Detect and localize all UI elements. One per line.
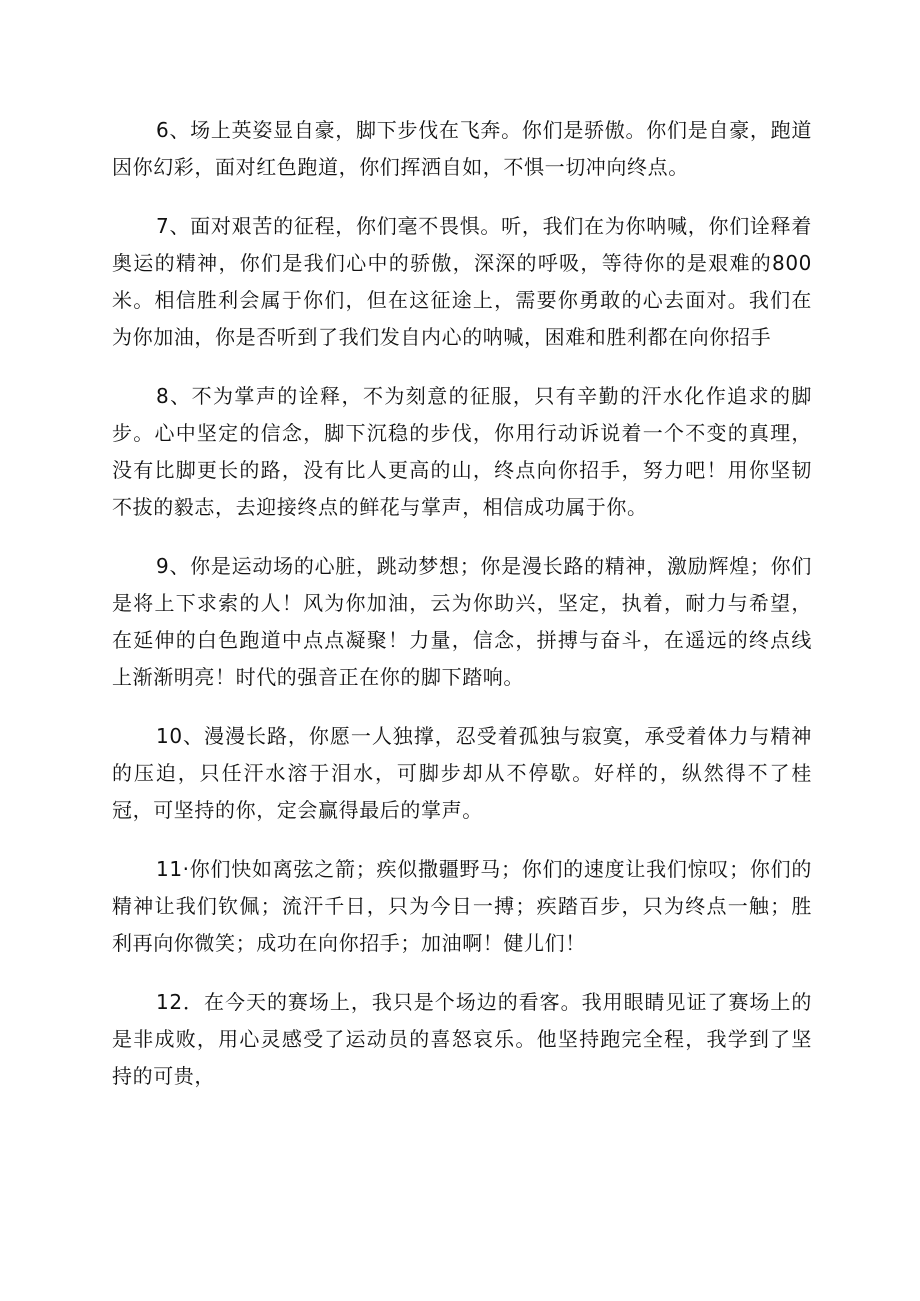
paragraph-6: 6、场上英姿显自豪，脚下步伐在飞奔。你们是骄傲。你们是自豪，跑道因你幻彩，面对红色跑道，你们挥洒自如，不惧一切冲向终点。 — [112, 118, 812, 179]
paragraph-10: 10、漫漫长路，你愿一人独撑，忍受着孤独与寂寞，承受着体力与精神的压迫，只任汗水溶于泪水，可脚步却从不停歇。好样的，纵然得不了桂冠，可坚持的你，定会赢得最后的掌声。 — [112, 724, 812, 822]
document-page — [112, 112, 812, 1117]
paragraph-9: 9、你是运动场的心脏，跳动梦想；你是漫长路的精神，激励辉煌；你们是将上下求索的人！风为你加油，云为你助兴，坚定，执着，耐力与希望，在延伸的白色跑道中点点凝聚！力量，信念，拼搏与奋斗，在遥远的终点线上渐渐明亮！时代的强音正在你的脚下踏响。 — [112, 554, 812, 689]
paragraph-12: 12．在今天的赛场上，我只是个场边的看客。我用眼睛见证了赛场上的是非成败，用心灵感受了运动员的喜怒哀乐。他坚持跑完全程，我学到了坚持的可贵， — [112, 990, 812, 1088]
paragraph-7: 7、面对艰苦的征程，你们毫不畏惧。听，我们在为你呐喊，你们诠释着奥运的精神，你们是我们心中的骄傲，深深的呼吸，等待你的是艰难的800米。相信胜利会属于你们，但在这征途上，需要你勇敢的心去面对。我们在为你加油，你是否听到了我们发自内心的呐喊，困难和胜利都在向你招手 — [112, 214, 812, 349]
paragraph-8: 8、不为掌声的诠释，不为刻意的征服，只有辛勤的汗水化作追求的脚步。心中坚定的信念，脚下沉稳的步伐，你用行动诉说着一个不变的真理，没有比脚更长的路，没有比人更高的山，终点向你招手，努力吧！用你坚韧不拔的毅志，去迎接终点的鲜花与掌声，相信成功属于你。 — [112, 384, 812, 519]
paragraph-11: 11·你们快如离弦之箭；疾似撒疆野马；你们的速度让我们惊叹；你们的精神让我们钦佩；流汗千日，只为今日一搏；疾踏百步，只为终点一触；胜利再向你微笑；成功在向你招手；加油啊！健儿们！ — [112, 857, 812, 955]
